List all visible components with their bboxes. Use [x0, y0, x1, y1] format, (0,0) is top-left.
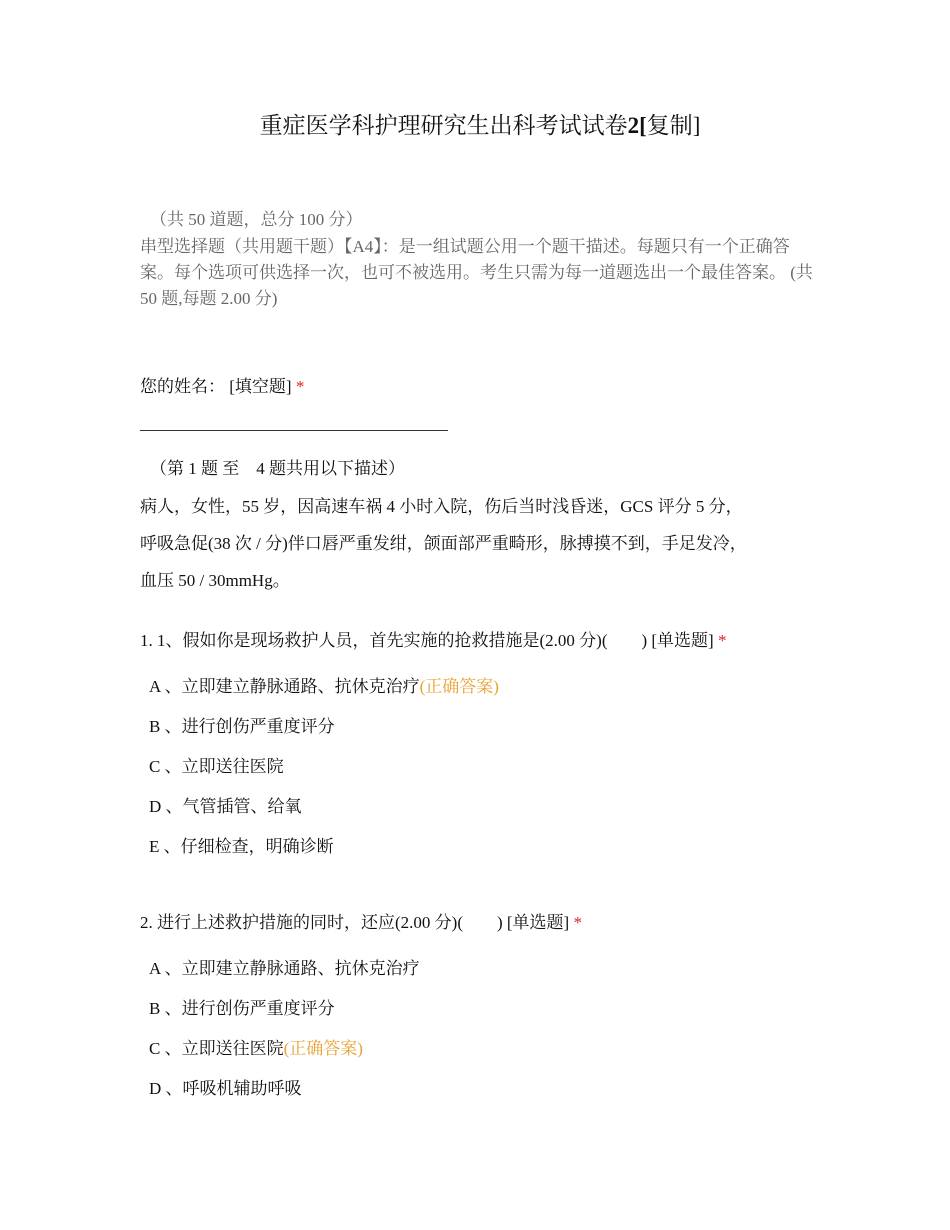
option-label: A 、立即建立静脉通路、抗休克治疗: [149, 959, 420, 978]
option-label: B 、进行创伤严重度评分: [149, 999, 335, 1018]
name-type: [填空题]: [229, 377, 292, 396]
question-2-option-a[interactable]: [149, 956, 420, 982]
question-1-option-c[interactable]: [149, 754, 284, 780]
question-2-option-d[interactable]: [149, 1076, 302, 1102]
option-label: E 、仔细检查，明确诊断: [149, 837, 334, 856]
title-suffix: 复制]: [646, 113, 701, 138]
required-mark: *: [573, 913, 582, 932]
exam-section-description: [140, 234, 820, 312]
shared-stem-line: 病人，女性，55 岁，因高速车祸 4 小时入院，伤后当时浅昏迷，GCS 评分 5 分，: [140, 497, 743, 516]
name-label: 您的姓名：: [140, 377, 225, 396]
required-mark: *: [717, 631, 727, 650]
shared-stem-line: 呼吸急促(38 次 / 分)伴口唇严重发绀，颌面部严重畸形，脉搏摸不到，手足发冷，: [140, 534, 747, 553]
correct-answer-tag: (正确答案): [283, 1039, 363, 1058]
title-number: 2[: [627, 113, 647, 138]
question-1-option-d[interactable]: [149, 794, 302, 820]
option-label: D 、呼吸机辅助呼吸: [149, 1079, 302, 1098]
name-input-blank[interactable]: [140, 430, 448, 431]
shared-stem-header: （第 1 题 至 4 题共用以下描述）: [150, 459, 405, 478]
question-1-option-b[interactable]: [149, 714, 335, 740]
option-label: C 、立即送往医院: [149, 1039, 284, 1058]
correct-answer-tag: (正确答案): [419, 677, 499, 696]
required-mark: *: [295, 377, 305, 396]
page-title: [0, 110, 950, 142]
question-2-option-c[interactable]: [149, 1036, 363, 1062]
question-1-option-e[interactable]: [149, 834, 334, 860]
option-label: C 、立即送往医院: [149, 757, 284, 776]
question-1-text: [140, 628, 726, 654]
exam-question-count: （共 50 道题，总分 100 分）: [150, 210, 363, 229]
question-text: 1. 1、假如你是现场救护人员，首先实施的抢救措施是(2.00 分)( ) [单选题]: [140, 631, 714, 650]
name-field-label: [140, 374, 304, 400]
option-label: A 、立即建立静脉通路、抗休克治疗: [149, 677, 420, 696]
question-text: 2. 进行上述救护措施的同时，还应(2.00 分)( ) [单选题]: [140, 913, 570, 932]
title-main: 重症医学科护理研究生出科考试试卷: [259, 113, 628, 138]
question-2-option-b[interactable]: [149, 996, 335, 1022]
option-label: D 、气管插管、给氧: [149, 797, 302, 816]
question-2-text: [140, 910, 582, 936]
option-label: B 、进行创伤严重度评分: [149, 717, 335, 736]
section-description-score: (共 50 题,每题 2.00 分): [140, 263, 813, 308]
shared-stem-line: 血压 50 / 30mmHg。: [140, 571, 290, 590]
question-1-option-a[interactable]: [149, 674, 499, 700]
section-description-text: 串型选择题（共用题干题）【A4】：是一组试题公用一个题干描述。每题只有一个正确答案。每个选项可供选择一次，也可不被选用。考生只需为每一道题选出一个最佳答案。: [140, 237, 790, 282]
